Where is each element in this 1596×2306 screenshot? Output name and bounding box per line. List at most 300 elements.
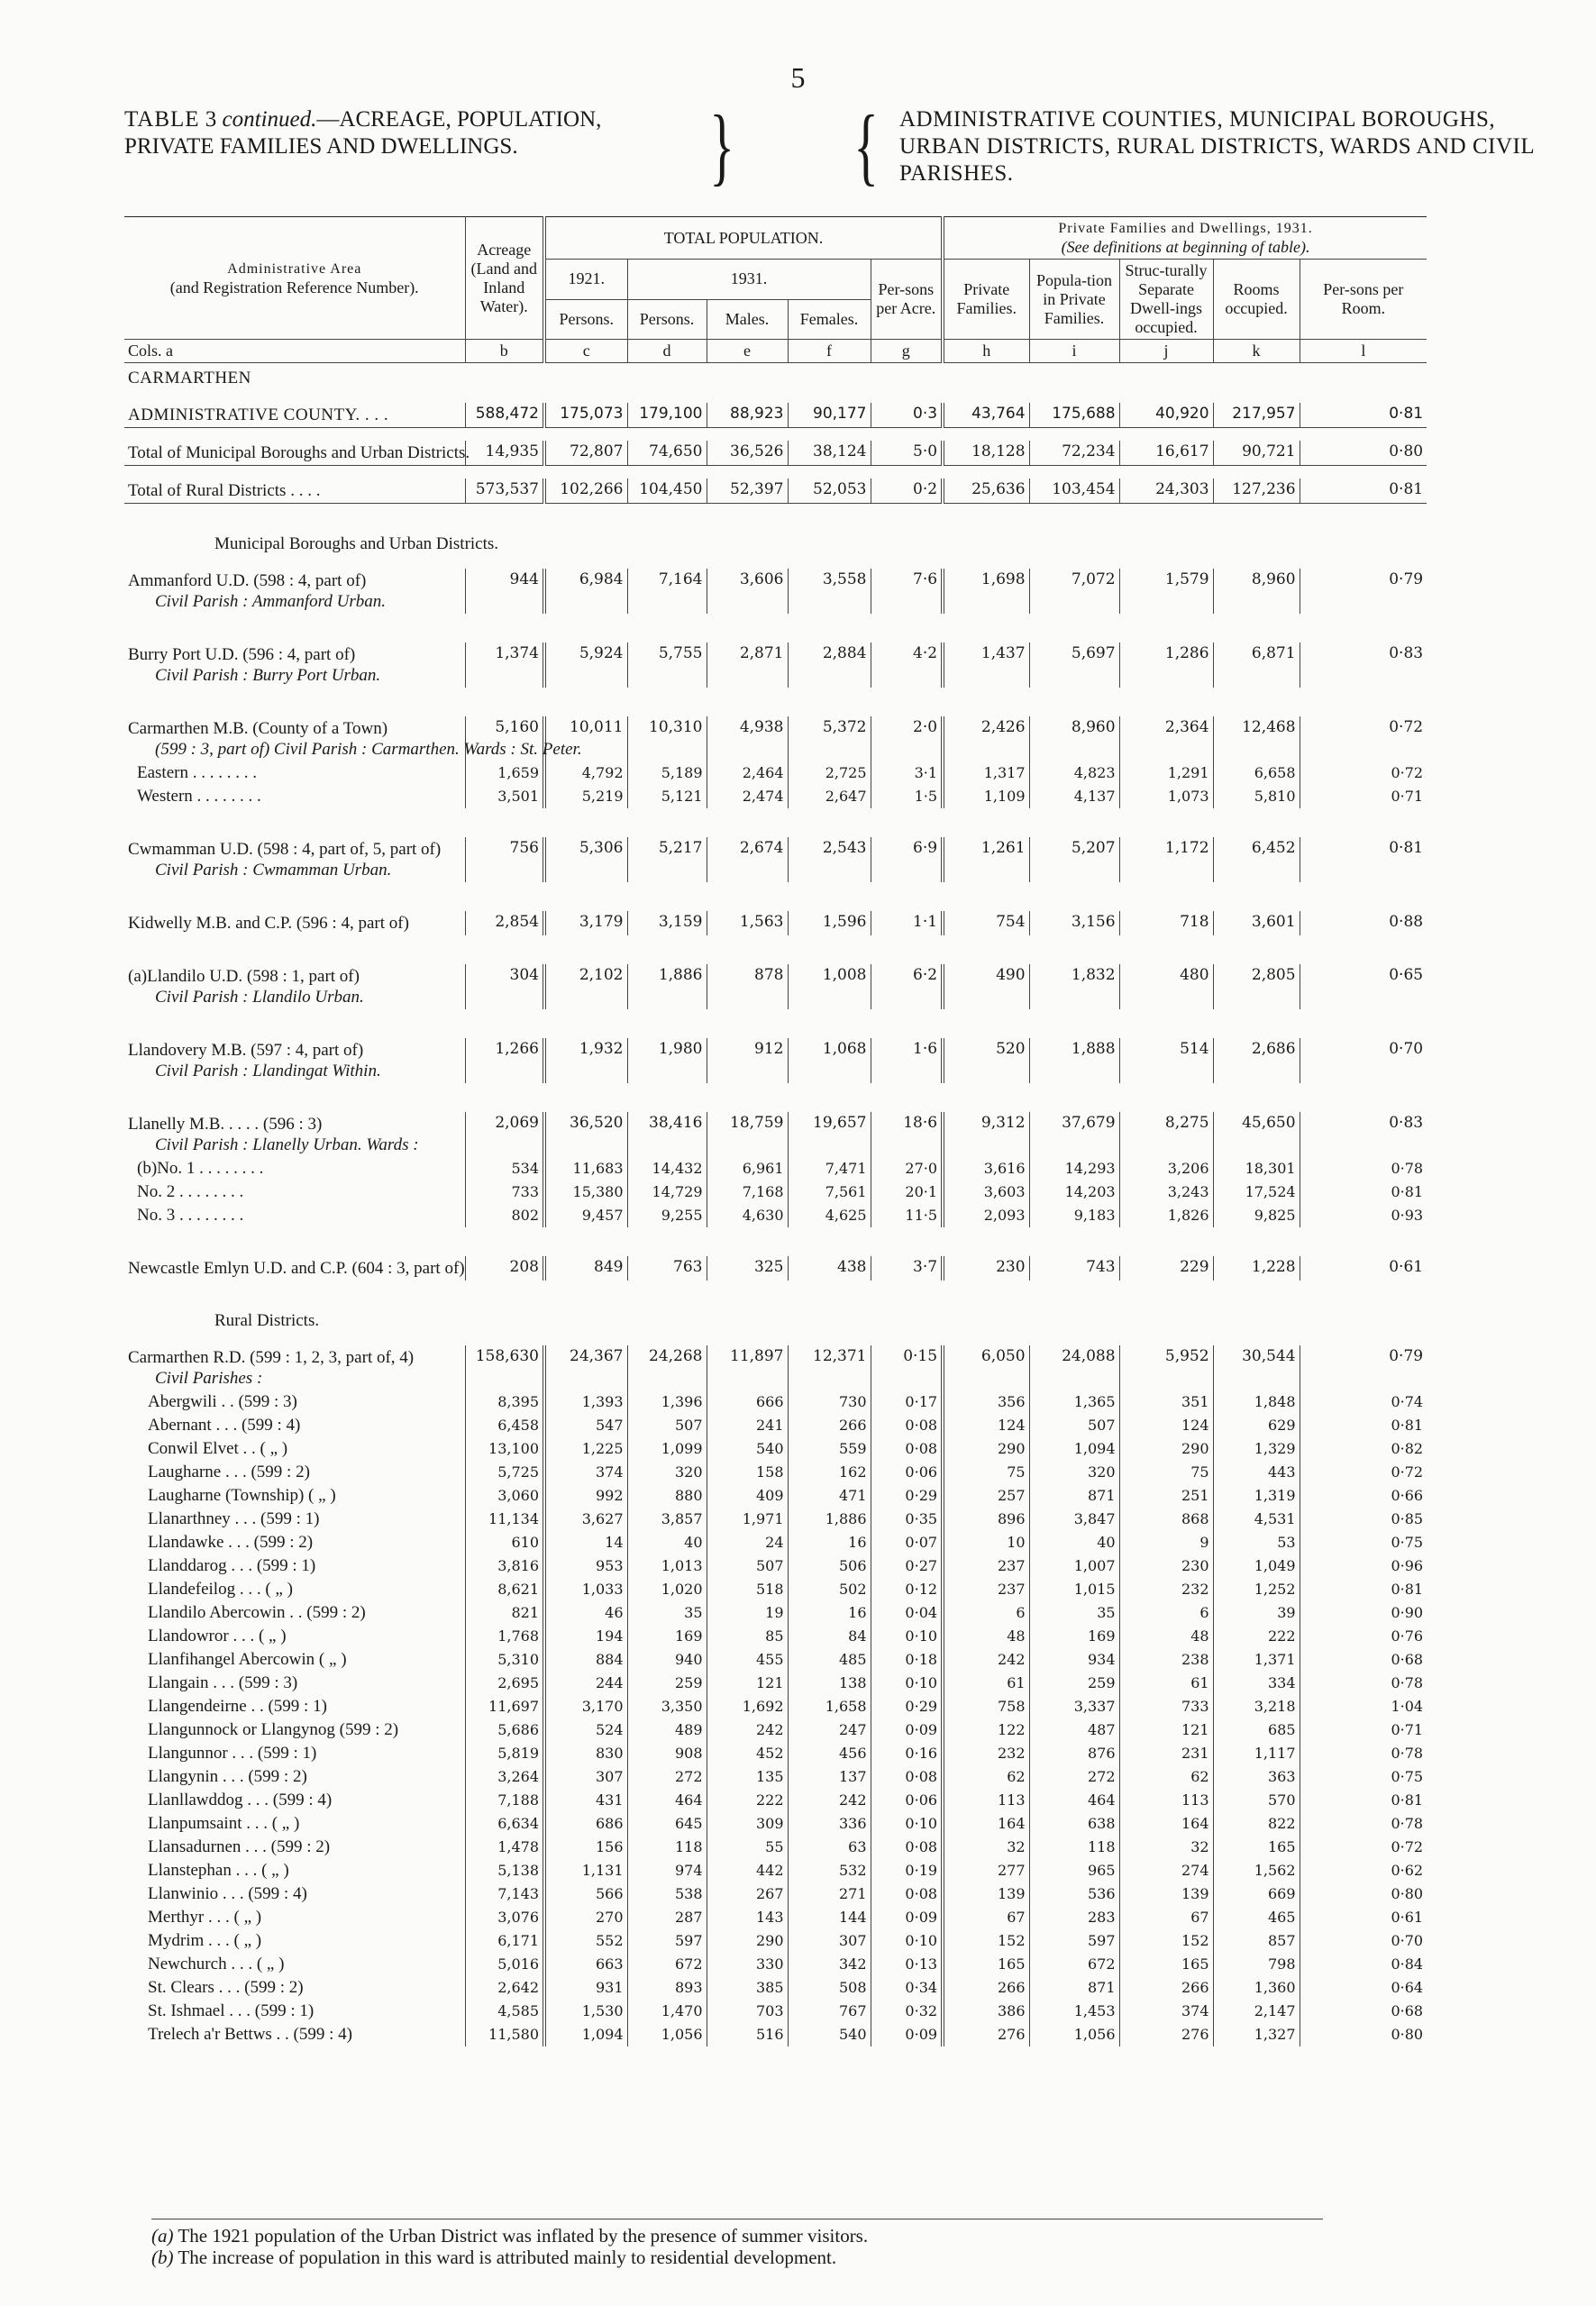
data-cell: 532	[788, 1859, 871, 1882]
data-cell: 257	[943, 1484, 1029, 1508]
data-cell: 5,219	[544, 785, 627, 808]
row-name: Laugharne (Township) ( „ )	[148, 1486, 336, 1505]
data-cell: 1,094	[1029, 1437, 1119, 1461]
data-cell: 1,329	[1213, 1437, 1300, 1461]
data-cell: 480	[1119, 964, 1213, 1009]
data-cell: 570	[1213, 1789, 1300, 1812]
data-cell: 75	[1119, 1461, 1213, 1484]
rural-heading: Rural Districts.	[214, 1311, 320, 1330]
row-label	[124, 911, 465, 935]
row-name: Llangunnock or Llangynog (599 : 2)	[148, 1720, 399, 1739]
data-cell: 871	[1029, 1484, 1119, 1508]
data-cell: 11·5	[871, 1204, 943, 1227]
data-cell: 67	[1119, 1906, 1213, 1929]
data-cell: 3,847	[1029, 1508, 1119, 1531]
row-label	[124, 1461, 465, 1484]
data-cell: 0·12	[871, 1578, 943, 1601]
data-cell: 84	[788, 1625, 871, 1648]
data-cell: 3,603	[943, 1180, 1029, 1204]
footnote-a-text: The 1921 population of the Urban District was inflated by the presence of summer visitors.	[178, 2225, 869, 2247]
spacer-cell	[124, 1009, 1427, 1038]
data-cell: 857	[1213, 1929, 1300, 1953]
data-cell: 0·68	[1300, 1648, 1427, 1672]
data-cell: 597	[627, 1929, 707, 1953]
row-name: ADMINISTRATIVE COUNTY. . . .	[128, 406, 389, 424]
data-cell: 13,100	[465, 1437, 544, 1461]
data-cell: 2,102	[544, 964, 627, 1009]
data-cell: 1,252	[1213, 1578, 1300, 1601]
data-cell: 0·16	[871, 1742, 943, 1765]
header-private-families	[943, 217, 1427, 260]
data-cell: 0·27	[871, 1554, 943, 1578]
data-cell: 90,177	[788, 403, 871, 428]
footnote-a-mark: (a)	[151, 2225, 174, 2247]
data-cell: 0·90	[1300, 1601, 1427, 1625]
data-cell: 0·35	[871, 1508, 943, 1531]
data-cell: 5,306	[544, 837, 627, 882]
data-cell: 0·93	[1300, 1204, 1427, 1227]
data-cell: 1,563	[707, 911, 788, 935]
data-cell: 85	[707, 1625, 788, 1648]
data-cell: 144	[788, 1906, 871, 1929]
data-cell: 0·72	[1300, 761, 1427, 785]
data-cell: 325	[707, 1256, 788, 1281]
data-cell: 0·78	[1300, 1672, 1427, 1695]
data-cell: 16	[788, 1601, 871, 1625]
spacer-row	[124, 1227, 1427, 1256]
parish-row	[124, 1718, 1427, 1742]
data-cell: 629	[1213, 1414, 1300, 1437]
title-continued: continued.	[222, 107, 317, 132]
data-cell: 5,189	[627, 761, 707, 785]
row-label	[124, 1812, 465, 1836]
row-label	[124, 643, 465, 688]
data-cell: 259	[1029, 1672, 1119, 1695]
row-name: Llanfihangel Abercowin ( „ )	[148, 1650, 347, 1669]
data-cell: 0·78	[1300, 1157, 1427, 1180]
data-cell: 0·10	[871, 1929, 943, 1953]
row-name: Trelech a'r Bettws . . (599 : 4)	[148, 2025, 352, 2044]
data-cell: 2,871	[707, 643, 788, 688]
data-cell: 61	[943, 1672, 1029, 1695]
data-cell: 1,437	[943, 643, 1029, 688]
data-cell: 0·74	[1300, 1390, 1427, 1414]
data-cell: 8,395	[465, 1390, 544, 1414]
parish-row	[124, 1906, 1427, 1929]
parish-row	[124, 1976, 1427, 2000]
row-label	[124, 479, 465, 504]
data-cell: 1,319	[1213, 1484, 1300, 1508]
spacer-cell	[124, 466, 1427, 479]
data-cell: 356	[943, 1390, 1029, 1414]
data-cell: 0·10	[871, 1812, 943, 1836]
data-cell: 506	[788, 1554, 871, 1578]
parish-row	[124, 1695, 1427, 1718]
urban-row	[124, 1204, 1427, 1227]
urban-row	[124, 643, 1427, 688]
row-subtitle: Civil Parish : Ammanford Urban.	[155, 592, 386, 611]
data-cell: 8,621	[465, 1578, 544, 1601]
data-cell: 143	[707, 1906, 788, 1929]
data-cell: 0·78	[1300, 1742, 1427, 1765]
data-cell: 242	[707, 1718, 788, 1742]
data-cell: 6,050	[943, 1345, 1029, 1390]
data-cell: 52,053	[788, 479, 871, 504]
data-cell: 0·19	[871, 1859, 943, 1882]
row-subtitle: Civil Parish : Llandingat Within.	[155, 1062, 381, 1080]
data-cell: 756	[465, 837, 544, 882]
row-label	[124, 1437, 465, 1461]
row-name: Llanpumsaint . . . ( „ )	[148, 1814, 300, 1833]
spacer-cell	[124, 504, 1427, 533]
data-cell: 1,360	[1213, 1976, 1300, 2000]
parish-row	[124, 1508, 1427, 1531]
data-cell: 893	[627, 1976, 707, 2000]
data-cell: 9,825	[1213, 1204, 1300, 1227]
row-subtitle: Civil Parish : Cwmamman Urban.	[155, 861, 392, 880]
data-cell: 573,537	[465, 479, 544, 504]
data-cell: 9,312	[943, 1112, 1029, 1157]
data-cell: 0·32	[871, 2000, 943, 2023]
data-cell: 2,474	[707, 785, 788, 808]
data-cell: 3,264	[465, 1765, 544, 1789]
data-cell: 3,337	[1029, 1695, 1119, 1718]
row-name: Carmarthen M.B. (County of a Town)	[128, 719, 388, 738]
data-cell: 1,068	[788, 1038, 871, 1083]
data-cell: 534	[465, 1157, 544, 1180]
parish-row	[124, 1765, 1427, 1789]
data-cell: 231	[1119, 1742, 1213, 1765]
data-cell: 2,725	[788, 761, 871, 785]
header-persons-1921: Persons.	[544, 299, 627, 340]
data-cell: 516	[707, 2023, 788, 2046]
data-cell: 464	[1029, 1789, 1119, 1812]
row-name: Total of Municipal Boroughs and Urban Districts.	[128, 443, 470, 462]
row-subtitle: Civil Parish : Llanelly Urban. Wards :	[155, 1135, 419, 1154]
data-cell: 0·75	[1300, 1765, 1427, 1789]
spacer-cell	[124, 428, 1427, 442]
county-heading: CARMARTHEN	[128, 369, 251, 387]
data-cell: 0·81	[1300, 1180, 1427, 1204]
data-cell: 0·10	[871, 1672, 943, 1695]
row-name: Eastern . . . . . . . .	[137, 763, 257, 782]
data-cell: 0·70	[1300, 1038, 1427, 1083]
data-cell: 455	[707, 1648, 788, 1672]
data-cell: 72,234	[1029, 441, 1119, 466]
data-cell: 20·1	[871, 1180, 943, 1204]
data-cell: 118	[1029, 1836, 1119, 1859]
data-cell: 14,729	[627, 1180, 707, 1204]
spacer-row	[124, 390, 1427, 403]
data-cell: 230	[1119, 1554, 1213, 1578]
data-cell: 718	[1119, 911, 1213, 935]
header-males: Males.	[707, 299, 788, 340]
data-cell: 0·88	[1300, 911, 1427, 935]
column-letter: h	[943, 340, 1029, 363]
data-cell: 6,984	[544, 569, 627, 614]
data-cell: 162	[788, 1461, 871, 1484]
data-cell: 6,634	[465, 1812, 544, 1836]
data-cell: 11,134	[465, 1508, 544, 1531]
data-cell: 672	[627, 1953, 707, 1976]
spacer-cell	[124, 1227, 1427, 1256]
census-table	[124, 216, 1427, 2046]
data-cell: 1,396	[627, 1390, 707, 1414]
data-cell: 11,697	[465, 1695, 544, 1718]
data-cell: 0·71	[1300, 1718, 1427, 1742]
header-year-1931: 1931.	[627, 260, 871, 300]
data-cell: 52,397	[707, 479, 788, 504]
data-cell: 164	[943, 1812, 1029, 1836]
data-cell: 672	[1029, 1953, 1119, 1976]
data-cell: 304	[465, 964, 544, 1009]
data-cell: 1,317	[943, 761, 1029, 785]
spacer-row	[124, 1009, 1427, 1038]
data-cell: 0·08	[871, 1836, 943, 1859]
data-cell: 5,310	[465, 1648, 544, 1672]
data-cell: 878	[707, 964, 788, 1009]
header-admin-area-sub: (and Registration Reference Number).	[169, 278, 419, 296]
data-cell: 1,291	[1119, 761, 1213, 785]
data-cell: 7,188	[465, 1789, 544, 1812]
data-cell: 822	[1213, 1812, 1300, 1836]
data-cell: 0·82	[1300, 1437, 1427, 1461]
rural-district-row	[124, 1345, 1427, 1390]
data-cell: 0·06	[871, 1789, 943, 1812]
data-cell: 7·6	[871, 569, 943, 614]
data-cell: 139	[943, 1882, 1029, 1906]
data-cell: 222	[1213, 1625, 1300, 1648]
data-cell: 733	[465, 1180, 544, 1204]
column-letter: c	[544, 340, 627, 363]
parish-row	[124, 1625, 1427, 1648]
data-cell: 3·1	[871, 761, 943, 785]
data-cell: 10,310	[627, 716, 707, 761]
data-cell: 1,980	[627, 1038, 707, 1083]
data-cell: 4,531	[1213, 1508, 1300, 1531]
data-cell: 14,432	[627, 1157, 707, 1180]
row-name: Kidwelly M.B. and C.P. (596 : 4, part of)	[128, 914, 409, 933]
data-cell: 536	[1029, 1882, 1119, 1906]
row-name: Llandowror . . . ( „ )	[148, 1627, 287, 1645]
row-name: Ammanford U.D. (598 : 4, part of)	[128, 571, 367, 590]
data-cell: 686	[544, 1812, 627, 1836]
data-cell: 5,016	[465, 1953, 544, 1976]
data-cell: 274	[1119, 1859, 1213, 1882]
data-cell: 685	[1213, 1718, 1300, 1742]
data-cell: 524	[544, 1718, 627, 1742]
data-cell: 547	[544, 1414, 627, 1437]
data-cell: 1·1	[871, 911, 943, 935]
parish-row	[124, 1836, 1427, 1859]
parish-row	[124, 1742, 1427, 1765]
data-cell: 103,454	[1029, 479, 1119, 504]
urban-row	[124, 911, 1427, 935]
data-cell: 43,764	[943, 403, 1029, 428]
data-cell: 222	[707, 1789, 788, 1812]
data-cell: 229	[1119, 1256, 1213, 1281]
data-cell: 0·80	[1300, 441, 1427, 466]
data-cell: 2,686	[1213, 1038, 1300, 1083]
row-name: St. Ishmael . . . (599 : 1)	[148, 2001, 315, 2020]
column-letter: Cols. a	[124, 340, 465, 363]
data-cell: 40	[1029, 1531, 1119, 1554]
data-cell: 32	[943, 1836, 1029, 1859]
page-number: 5	[790, 61, 806, 94]
data-cell: 3,218	[1213, 1695, 1300, 1718]
data-cell: 2,464	[707, 761, 788, 785]
row-label	[124, 1648, 465, 1672]
data-cell: 113	[1119, 1789, 1213, 1812]
data-cell: 40	[627, 1531, 707, 1554]
data-cell: 464	[627, 1789, 707, 1812]
data-cell: 409	[707, 1484, 788, 1508]
data-cell: 953	[544, 1554, 627, 1578]
row-label	[124, 964, 465, 1009]
data-cell: 502	[788, 1578, 871, 1601]
data-cell: 320	[627, 1461, 707, 1484]
row-subtitle: (599 : 3, part of) Civil Parish : Carmarthen. Wards : St. Peter.	[155, 740, 582, 759]
data-cell: 320	[1029, 1461, 1119, 1484]
data-cell: 24,303	[1119, 479, 1213, 504]
data-cell: 2,069	[465, 1112, 544, 1157]
data-cell: 2,642	[465, 1976, 544, 2000]
row-label	[124, 761, 465, 785]
data-cell: 2,805	[1213, 964, 1300, 1009]
data-cell: 17,524	[1213, 1180, 1300, 1204]
data-cell: 3,179	[544, 911, 627, 935]
data-cell: 244	[544, 1672, 627, 1695]
row-subtitle: Civil Parish : Burry Port Urban.	[155, 666, 381, 685]
row-label	[124, 441, 470, 466]
data-cell: 0·81	[1300, 1578, 1427, 1601]
parish-row	[124, 2023, 1427, 2046]
column-letter: l	[1300, 340, 1427, 363]
urban-row	[124, 964, 1427, 1009]
data-cell: 334	[1213, 1672, 1300, 1695]
row-label	[124, 1836, 465, 1859]
parish-row	[124, 1812, 1427, 1836]
data-cell: 1,826	[1119, 1204, 1213, 1227]
data-cell: 1,172	[1119, 837, 1213, 882]
data-cell: 0·18	[871, 1648, 943, 1672]
spacer-row	[124, 428, 1427, 442]
parish-row	[124, 1484, 1427, 1508]
row-label	[124, 1859, 465, 1882]
data-cell: 3,206	[1119, 1157, 1213, 1180]
row-name: No. 2 . . . . . . . .	[137, 1182, 244, 1201]
data-cell: 0·68	[1300, 2000, 1427, 2023]
data-cell: 14,935	[465, 441, 544, 466]
data-cell: 3,170	[544, 1695, 627, 1718]
data-cell: 0·72	[1300, 1836, 1427, 1859]
footnote-a	[151, 2225, 1323, 2247]
row-label	[124, 1508, 465, 1531]
data-cell: 259	[627, 1672, 707, 1695]
data-cell: 266	[788, 1414, 871, 1437]
data-cell: 443	[1213, 1461, 1300, 1484]
data-cell: 559	[788, 1437, 871, 1461]
data-cell: 3,350	[627, 1695, 707, 1718]
row-name: Llangunnor . . . (599 : 1)	[148, 1744, 317, 1763]
spacer-cell	[124, 614, 1427, 643]
data-cell: 743	[1029, 1256, 1119, 1281]
data-cell: 1,698	[943, 569, 1029, 614]
data-cell: 0·62	[1300, 1859, 1427, 1882]
data-cell: 10	[943, 1531, 1029, 1554]
data-cell: 165	[1119, 1953, 1213, 1976]
row-label	[124, 1578, 465, 1601]
data-cell: 175,688	[1029, 403, 1119, 428]
data-cell: 38,416	[627, 1112, 707, 1157]
data-cell: 1,261	[943, 837, 1029, 882]
data-cell: 538	[627, 1882, 707, 1906]
data-cell: 0·08	[871, 1882, 943, 1906]
data-cell: 55	[707, 1836, 788, 1859]
data-cell: 830	[544, 1742, 627, 1765]
data-cell: 74,650	[627, 441, 707, 466]
data-cell: 7,168	[707, 1180, 788, 1204]
data-cell: 638	[1029, 1812, 1119, 1836]
data-cell: 0·79	[1300, 569, 1427, 614]
parish-row	[124, 1531, 1427, 1554]
data-cell: 25,636	[943, 479, 1029, 504]
data-cell: 237	[943, 1554, 1029, 1578]
spacer-row	[124, 1333, 1427, 1345]
header-persons-per-acre: Per-sons per Acre.	[871, 260, 943, 340]
data-cell: 0·06	[871, 1461, 943, 1484]
data-cell: 374	[544, 1461, 627, 1484]
data-cell: 1,886	[788, 1508, 871, 1531]
data-cell: 35	[627, 1601, 707, 1625]
title-number: 3	[205, 107, 217, 132]
data-cell: 217,957	[1213, 403, 1300, 428]
row-name: Abernant . . . (599 : 4)	[148, 1416, 301, 1435]
data-cell: 3,857	[627, 1508, 707, 1531]
urban-total-row	[124, 441, 1427, 466]
data-cell: 1,832	[1029, 964, 1119, 1009]
parish-row	[124, 1554, 1427, 1578]
data-cell: 507	[627, 1414, 707, 1437]
data-cell: 1,888	[1029, 1038, 1119, 1083]
data-cell: 351	[1119, 1390, 1213, 1414]
data-cell: 39	[1213, 1601, 1300, 1625]
row-label	[124, 1484, 465, 1508]
parish-row	[124, 1578, 1427, 1601]
data-cell: 0·08	[871, 1437, 943, 1461]
data-cell: 2,364	[1119, 716, 1213, 761]
data-cell: 1,365	[1029, 1390, 1119, 1414]
data-cell: 6,961	[707, 1157, 788, 1180]
data-cell: 6·2	[871, 964, 943, 1009]
data-cell: 1,094	[544, 2023, 627, 2046]
data-cell: 1,971	[707, 1508, 788, 1531]
data-cell: 36,520	[544, 1112, 627, 1157]
data-cell: 0·09	[871, 2023, 943, 2046]
data-cell: 663	[544, 1953, 627, 1976]
data-cell: 520	[943, 1038, 1029, 1083]
data-cell: 992	[544, 1484, 627, 1508]
data-cell: 37,679	[1029, 1112, 1119, 1157]
header-private-families-title: Private Families and Dwellings, 1931.	[1058, 221, 1313, 236]
data-cell: 46	[544, 1601, 627, 1625]
data-cell: 35	[1029, 1601, 1119, 1625]
data-cell: 1,579	[1119, 569, 1213, 614]
data-cell: 272	[627, 1765, 707, 1789]
data-cell: 179,100	[627, 403, 707, 428]
data-cell: 610	[465, 1531, 544, 1554]
spacer-cell	[124, 1281, 1427, 1309]
